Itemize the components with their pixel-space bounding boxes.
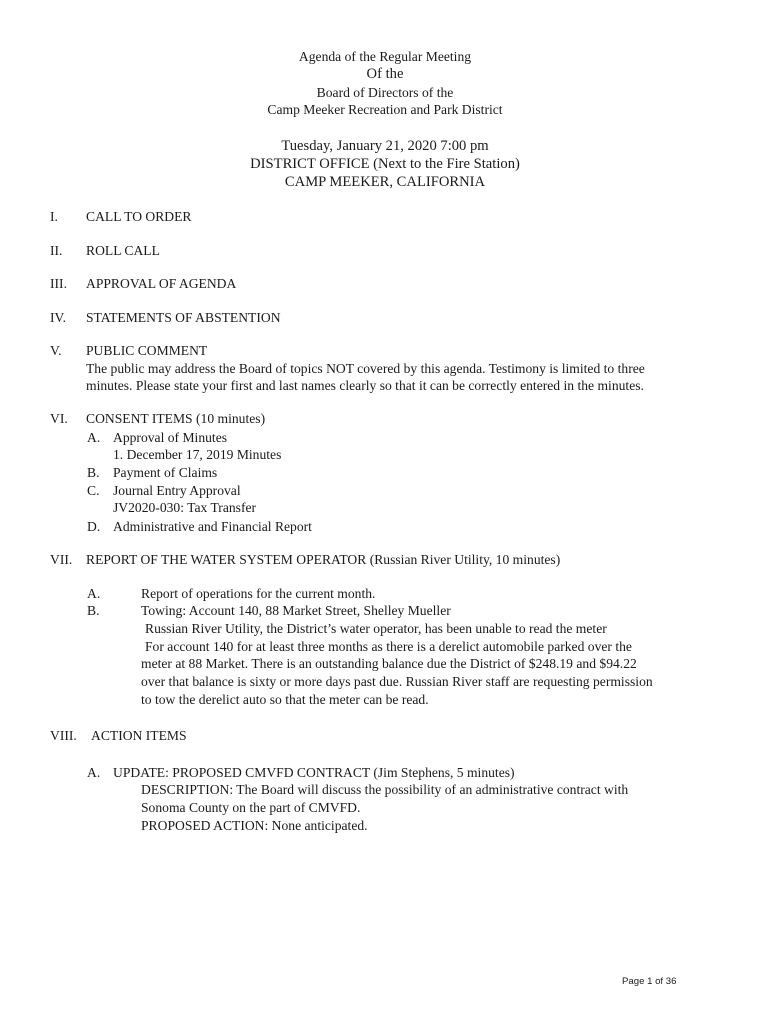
item-number: III.: [50, 276, 67, 291]
item-title: ROLL CALL: [86, 243, 160, 258]
item-title: PUBLIC COMMENT: [86, 343, 208, 358]
sub-item-body: meter at 88 Market. There is an outstanding balance due the District of $248.19 and $94.22: [141, 656, 637, 671]
header-line-3: Board of Directors of the: [316, 85, 454, 100]
item-title: APPROVAL OF AGENDA: [86, 276, 237, 291]
item-number: II.: [50, 243, 63, 258]
sub-item-body: over that balance is sixty or more days past due. Russian River staff are requesting permission: [141, 674, 653, 689]
sub-sub-item: JV2020-030: Tax Transfer: [113, 500, 257, 515]
sub-item-body: DESCRIPTION: The Board will discuss the possibility of an administrative contract with: [141, 782, 629, 797]
sub-item-letter: D.: [87, 519, 101, 534]
sub-item-text: Journal Entry Approval: [113, 483, 241, 498]
sub-item-letter: A.: [87, 765, 101, 780]
item-title: ACTION ITEMS: [91, 728, 187, 743]
sub-item-letter: A.: [87, 430, 101, 445]
sub-item-body: For account 140 for at least three months as there is a derelict automobile parked over the: [145, 639, 632, 654]
item-description: minutes. Please state your first and last names clearly so that it can be correctly entered in the minutes.: [86, 378, 644, 393]
sub-item-text: Approval of Minutes: [113, 430, 228, 445]
sub-item-text: Report of operations for the current month.: [141, 586, 376, 601]
item-number: VI.: [50, 411, 68, 426]
meeting-date: Tuesday, January 21, 2020 7:00 pm: [281, 138, 489, 154]
header-line-2: Of the: [366, 66, 404, 82]
sub-item-text: UPDATE: PROPOSED CMVFD CONTRACT (Jim Stephens, 5 minutes): [113, 765, 515, 780]
sub-item-text: Towing: Account 140, 88 Market Street, Shelley Mueller: [141, 603, 451, 618]
sub-item-letter: B.: [87, 465, 100, 480]
sub-item-body: PROPOSED ACTION: None anticipated.: [141, 818, 368, 833]
meeting-city: CAMP MEEKER, CALIFORNIA: [284, 174, 486, 190]
item-title: CALL TO ORDER: [86, 209, 192, 224]
sub-item-letter: B.: [87, 603, 100, 618]
item-title: STATEMENTS OF ABSTENTION: [86, 310, 281, 325]
meeting-location: DISTRICT OFFICE (Next to the Fire Station): [250, 156, 520, 172]
item-number: VIII.: [50, 728, 77, 743]
sub-item-letter: A.: [87, 586, 101, 601]
item-number: VII.: [50, 552, 73, 567]
sub-item-letter: C.: [87, 483, 100, 498]
header-line-1: Agenda of the Regular Meeting: [298, 49, 472, 64]
page-number: Page 1 of 36: [622, 976, 677, 987]
sub-item-text: Administrative and Financial Report: [113, 519, 312, 534]
sub-item-body: Sonoma County on the part of CMVFD.: [141, 800, 361, 815]
item-number: IV.: [50, 310, 66, 325]
sub-sub-item: 1. December 17, 2019 Minutes: [113, 447, 282, 462]
sub-item-body: Russian River Utility, the District’s water operator, has been unable to read the meter: [145, 621, 607, 636]
sub-item-text: Payment of Claims: [113, 465, 218, 480]
item-title: REPORT OF THE WATER SYSTEM OPERATOR (Russian River Utility, 10 minutes): [86, 552, 561, 567]
item-number: V.: [50, 343, 62, 358]
item-number: I.: [50, 209, 58, 224]
item-description: The public may address the Board of topics NOT covered by this agenda. Testimony is limited to three: [86, 361, 645, 376]
item-title: CONSENT ITEMS (10 minutes): [86, 411, 266, 426]
sub-item-body: to tow the derelict auto so that the meter can be read.: [141, 692, 429, 707]
header-line-4: Camp Meeker Recreation and Park District: [267, 102, 503, 117]
